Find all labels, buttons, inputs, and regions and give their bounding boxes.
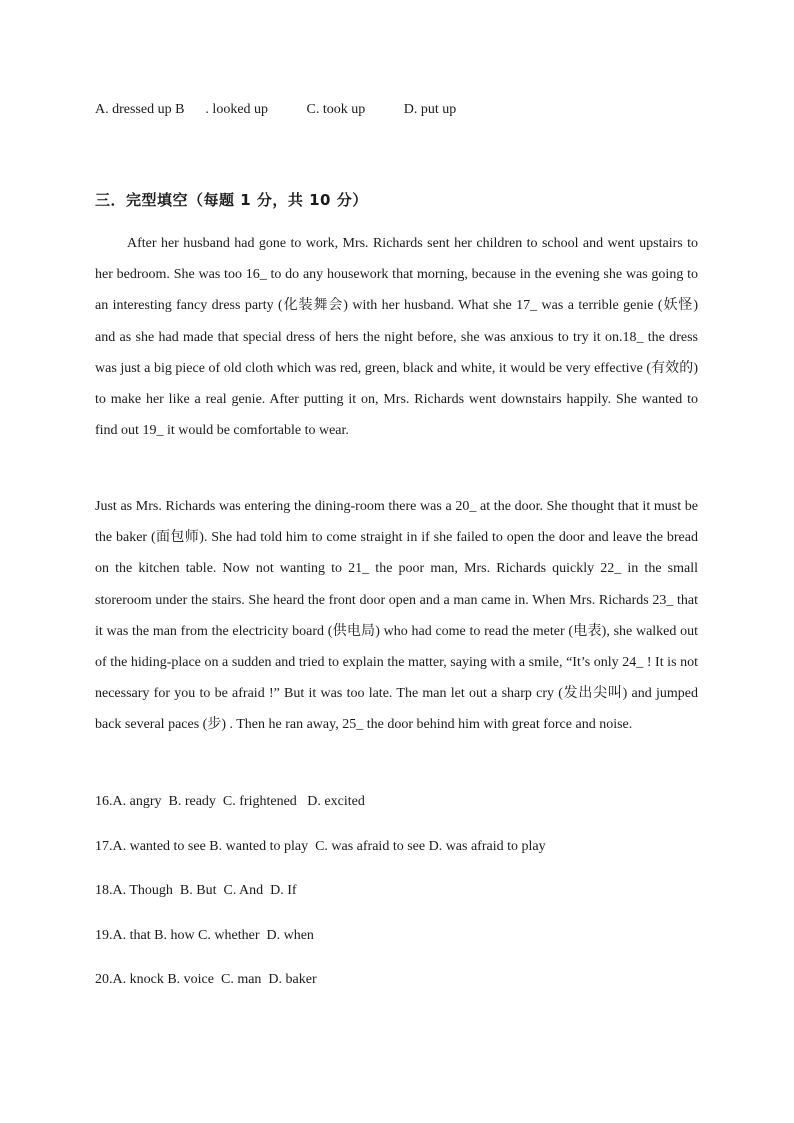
question-20: 20.A. knock B. voice C. man D. baker bbox=[95, 972, 317, 987]
passage-paragraph-1: After her husband had gone to work, Mrs. Richards sent her children to school and went upstairs to her bedroom. She was too 16_ to do any housework that morning, because in the evening she was going to an interesting fancy dress party (化装舞会) with her husband. What she 17_ was a terrible genie (妖怪) and as she had made that special dress of hers the night before, she was anxious to try it on.18_ the dress was just a big piece of old cloth which was red, green, black and white, it would be very effective (有效的) to make her like a real genie. After putting it on, Mrs. Richards went downstairs happily. She wanted to find out 19_ it would be comfortable to wear. bbox=[95, 236, 698, 439]
question-19: 19.A. that B. how C. whether D. when bbox=[95, 927, 314, 943]
previous-question-options: A. dressed up B . looked up C. took up D. put up bbox=[95, 102, 457, 117]
question-17: 17.A. wanted to see B. wanted to play C. was afraid to see D. was afraid to play bbox=[95, 838, 546, 854]
section-title-cloze: 三．完型填空（每题 1 分，共 10 分） bbox=[95, 191, 368, 209]
question-16: 16.A. angry B. ready C. frightened D. excited bbox=[95, 794, 365, 809]
passage-paragraph-2: Just as Mrs. Richards was entering the dining-room there was a 20_ at the door. She thought that it must be the baker (面包师). She had told him to come straight in if she failed to open the door and leave the bread on the kitchen table. Now not wanting to 21_ the poor man, Mrs. Richards quickly 22_ in the small storeroom under the stairs. She heard the front door open and a man came in. When Mrs. Richards 23_ that it was the man from the electricity board (供电局) who had come to read the meter (电表), she walked out of the hiding-place on a sudden and tried to explain the matter, saying with a smile, “It’s only 24_ ! It is not necessary for you to be afraid !” But it was too late. The man let out a sharp cry (发出尖叫) and jumped back several paces (步) . Then he ran away, 25_ the door behind him with great force and noise. bbox=[95, 499, 698, 733]
question-list bbox=[95, 786, 546, 1009]
question-18: 18.A. Though B. But C. And D. If bbox=[95, 883, 297, 898]
